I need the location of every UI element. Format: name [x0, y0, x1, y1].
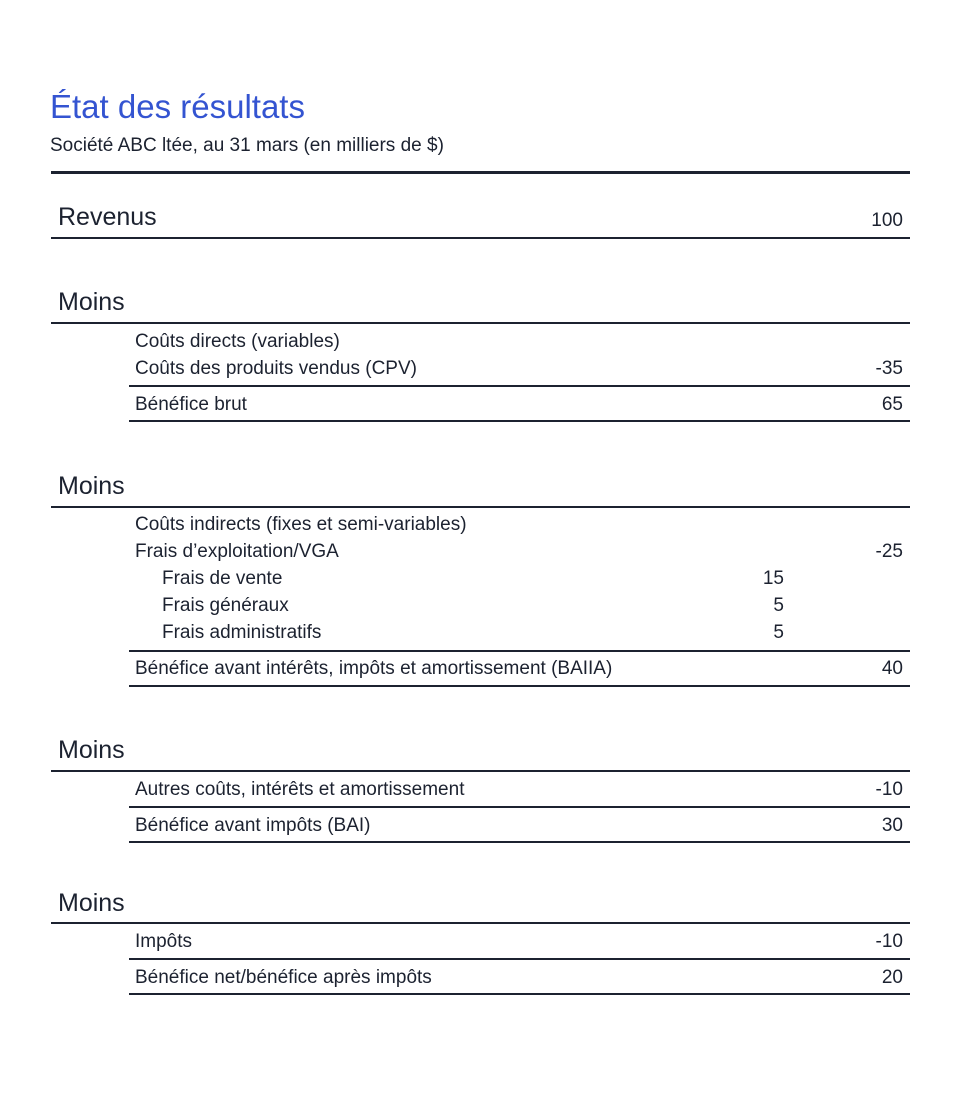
- divider: [51, 322, 910, 324]
- divider: [51, 237, 910, 239]
- gross-profit-label: Bénéfice brut: [135, 394, 247, 415]
- divider: [129, 841, 910, 843]
- section-heading: Moins: [58, 288, 125, 316]
- sub-item-label: Frais généraux: [162, 595, 289, 616]
- net-income-label: Bénéfice net/bénéfice après impôts: [135, 967, 432, 988]
- sub-item-value: 5: [773, 595, 784, 616]
- ebitda-value: 40: [881, 658, 903, 679]
- divider: [129, 385, 910, 387]
- revenue-value: 100: [871, 210, 903, 231]
- sub-item-label: Frais administratifs: [162, 622, 322, 643]
- opex-value: -25: [875, 541, 903, 562]
- divider: [129, 650, 910, 652]
- page-subtitle: Société ABC ltée, au 31 mars (en milliers de $): [50, 135, 444, 156]
- page-title: État des résultats: [50, 88, 305, 125]
- divider: [129, 993, 910, 995]
- cogs-value: -35: [875, 358, 903, 379]
- divider: [51, 922, 910, 924]
- gross-profit-value: 65: [881, 394, 903, 415]
- section-heading: Moins: [58, 889, 125, 917]
- section-description: Coûts indirects (fixes et semi-variables): [135, 514, 467, 535]
- revenue-label: Revenus: [58, 203, 157, 231]
- section-description: Coûts directs (variables): [135, 331, 340, 352]
- taxes-value: -10: [875, 931, 903, 952]
- sub-item-value: 15: [762, 568, 784, 589]
- ebt-value: 30: [881, 815, 903, 836]
- sub-item-value: 5: [773, 622, 784, 643]
- ebt-label: Bénéfice avant impôts (BAI): [135, 815, 371, 836]
- other-costs-label: Autres coûts, intérêts et amortissement: [135, 779, 465, 800]
- header-divider: [51, 171, 910, 174]
- opex-label: Frais d’exploitation/VGA: [135, 541, 339, 562]
- divider: [51, 770, 910, 772]
- taxes-label: Impôts: [135, 931, 193, 952]
- section-heading: Moins: [58, 472, 125, 500]
- net-income-value: 20: [881, 967, 903, 988]
- cogs-label: Coûts des produits vendus (CPV): [135, 358, 417, 379]
- divider: [129, 958, 910, 960]
- divider: [51, 506, 910, 508]
- divider: [129, 806, 910, 808]
- divider: [129, 685, 910, 687]
- sub-item-label: Frais de vente: [162, 568, 283, 589]
- section-heading: Moins: [58, 736, 125, 764]
- divider: [129, 420, 910, 422]
- ebitda-label: Bénéfice avant intérêts, impôts et amortissement (BAIIA): [135, 658, 613, 679]
- other-costs-value: -10: [875, 779, 903, 800]
